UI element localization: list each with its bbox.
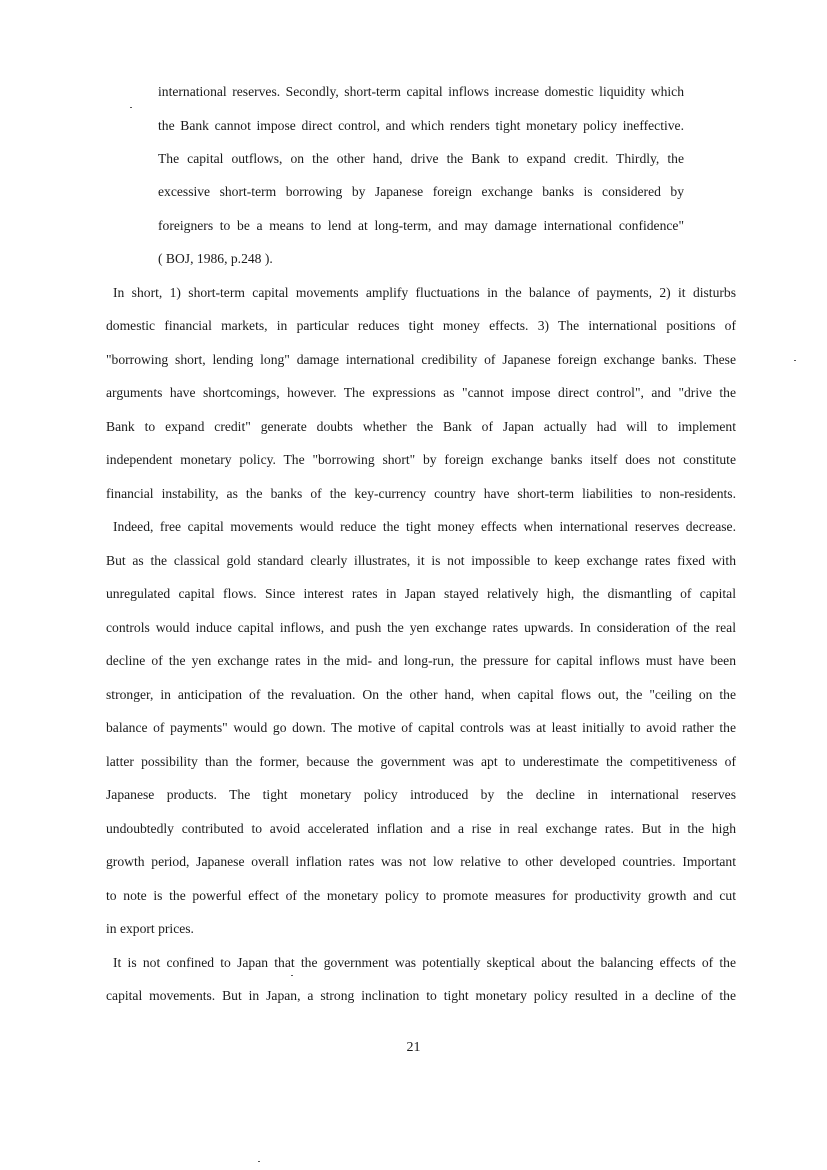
paragraph-line: latter possibility than the former, because the government was apt to underestimate the competitiveness of [106,754,736,769]
paragraph-line: It is not confined to Japan that the government was potentially skeptical about the balancing effects of the [113,955,736,970]
paragraph-line: stronger, in anticipation of the revaluation. On the other hand, when capital flows out, the "ceiling on the [106,687,736,702]
quote-citation: ( BOJ, 1986, p.248 ). [158,251,273,266]
paragraph-line: independent monetary policy. The "borrowing short" by foreign exchange banks itself does not constitute [106,452,736,467]
scan-speck [130,107,132,108]
paragraph-line: undoubtedly contributed to avoid accelerated inflation and a rise in real exchange rates. But in the high [106,821,736,836]
quote-line: foreigners to be a means to lend at long-term, and may damage international confidence" [158,218,684,233]
paragraph-line: controls would induce capital inflows, and push the yen exchange rates upwards. In consideration of the real [106,620,736,635]
scan-speck [291,975,293,976]
scan-speck [258,1161,260,1162]
page-number: 21 [406,1040,421,1055]
quote-line: The capital outflows, on the other hand, drive the Bank to expand credit. Thirdly, the [158,151,684,166]
paragraph-line: Japanese products. The tight monetary policy introduced by the decline in international reserves [106,787,736,802]
paragraph-line: financial instability, as the banks of the key-currency country have short-term liabilities to non-residents. [106,486,736,501]
quote-line: excessive short-term borrowing by Japanese foreign exchange banks is considered by [158,184,684,199]
paragraph-line: unregulated capital flows. Since interest rates in Japan stayed relatively high, the dismantling of capital [106,586,736,601]
paragraph-line: But as the classical gold standard clearly illustrates, it is not impossible to keep exchange rates fixed with [106,553,736,568]
paragraph-line: Bank to expand credit" generate doubts whether the Bank of Japan actually had will to implement [106,419,736,434]
paragraph-line: balance of payments" would go down. The motive of capital controls was at least initially to avoid rather the [106,720,736,735]
paragraph-line: "borrowing short, lending long" damage international credibility of Japanese foreign exchange banks. These [106,352,736,367]
paragraph-line: In short, 1) short-term capital movements amplify fluctuations in the balance of payments, 2) it disturbs [113,285,736,300]
scan-speck [794,360,796,361]
paragraph-line: growth period, Japanese overall inflation rates was not low relative to other developed countries. Important [106,854,736,869]
paragraph-line: domestic financial markets, in particular reduces tight money effects. 3) The international positions of [106,318,736,333]
quote-line: international reserves. Secondly, short-term capital inflows increase domestic liquidity which [158,84,684,99]
paragraph-line: capital movements. But in Japan, a strong inclination to tight monetary policy resulted in a decline of the [106,988,736,1003]
paragraph-line: in export prices. [106,921,194,936]
paragraph-line: Indeed, free capital movements would reduce the tight money effects when international reserves decrease. [113,519,736,534]
paragraph-line: arguments have shortcomings, however. The expressions as "cannot impose direct control", and "drive the [106,385,736,400]
quote-line: the Bank cannot impose direct control, and which renders tight monetary policy ineffective. [158,118,684,133]
paragraph-line: to note is the powerful effect of the monetary policy to promote measures for productivity growth and cut [106,888,736,903]
paragraph-line: decline of the yen exchange rates in the mid- and long-run, the pressure for capital inflows must have been [106,653,736,668]
